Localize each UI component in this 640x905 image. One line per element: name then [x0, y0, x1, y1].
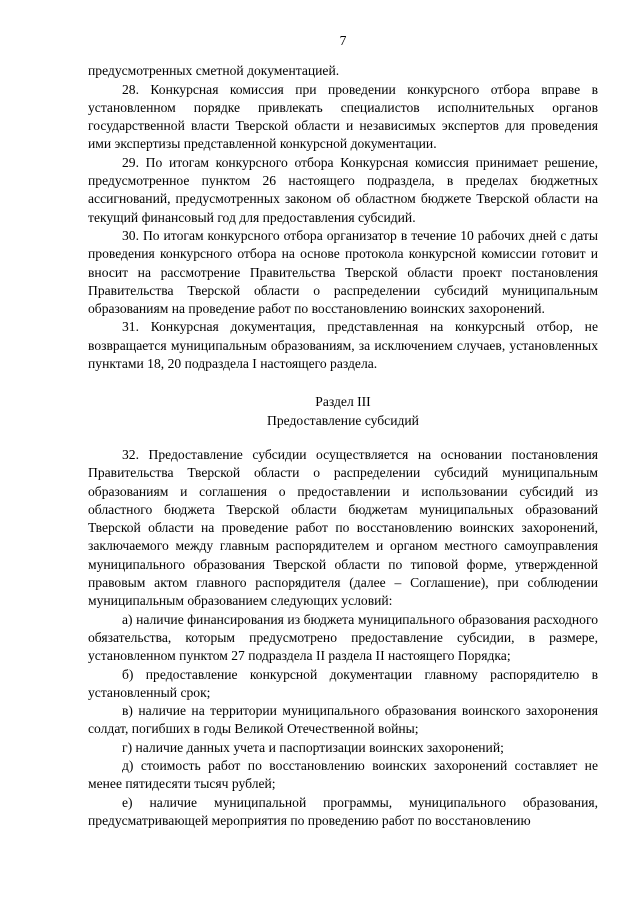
condition-g: г) наличие данных учета и паспортизации воинских захоронений; — [122, 739, 504, 755]
section-number: Раздел III — [315, 394, 371, 410]
document-page — [88, 32, 598, 830]
condition-v: в) наличие на территории муниципального образования воинского захоронения солдат, погибших в годы Великой Отечественной войны; — [88, 703, 598, 737]
condition-a: а) наличие финансирования из бюджета муниципального образования расходного обязательства, которым предусмотрено предоставление субсидии, в размере, установленном пунктом 27 подраздела II раздела II настоящего Порядка; — [88, 611, 598, 664]
page-number: 7 — [339, 33, 347, 48]
condition-e: е) наличие муниципальной программы, муниципального образования, предусматривающей мероприятия по проведению работ по восстановлению — [88, 794, 598, 828]
section-title: Предоставление субсидий — [267, 412, 419, 428]
paragraph-28: 28. Конкурсная комиссия при проведении конкурсного отбора вправе в установленном порядке привлекать специалистов исполнительных органов государственной власти Тверской области и независимых экспертов для проведения ими экспертизы представленной конкурсной документации. — [88, 81, 598, 152]
paragraph-continuation: предусмотренных сметной документацией. — [88, 63, 340, 79]
condition-b: б) предоставление конкурсной документации главному распорядителю в установленный срок; — [88, 666, 598, 700]
paragraph-29: 29. По итогам конкурсного отбора Конкурсная комиссия принимает решение, предусмотренное пунктом 26 настоящего подраздела, в пределах бюджетных ассигнований, предусмотренных законом об областном бюджете Тверской области на текущий финансовый год для предоставления субсидий. — [88, 154, 598, 225]
paragraph-31: 31. Конкурсная документация, представленная на конкурсный отбор, не возвращается муниципальным образованиям, за исключением случаев, установленных пунктами 18, 20 подраздела I настоящего раздела. — [88, 319, 598, 372]
section-heading — [88, 393, 598, 430]
condition-d: д) стоимость работ по восстановлению воинских захоронений составляет не менее пятидесяти тысяч рублей; — [88, 757, 598, 792]
paragraph-30: 30. По итогам конкурсного отбора организатор в течение 10 рабочих дней с даты проведения конкурсного отбора на основе протокола конкурсной комиссии готовит и вносит на рассмотрение Правительства Тверской области проект постановления Правительства Тверской области о распределении субсидий муниципальным образованиям на проведение работ по восстановлению воинских захоронений. — [88, 227, 598, 317]
paragraph-32: 32. Предоставление субсидии осуществляется на основании постановления Правительства Тверской области о распределении субсидий муниципальным образованиям и соглашения о предоставлении и использовании субсидий из областного бюджета Тверской области бюджетам муниципальных образований Тверской области на проведение работ по восстановлению воинских захоронений, заключаемого между главным распорядителем и органом местного самоуправления муниципального образования Тверской области по типовой форме, утвержденной правовым актом главного распорядителя (далее – Соглашение), при соблюдении муниципальным образованием следующих условий: — [88, 446, 598, 609]
